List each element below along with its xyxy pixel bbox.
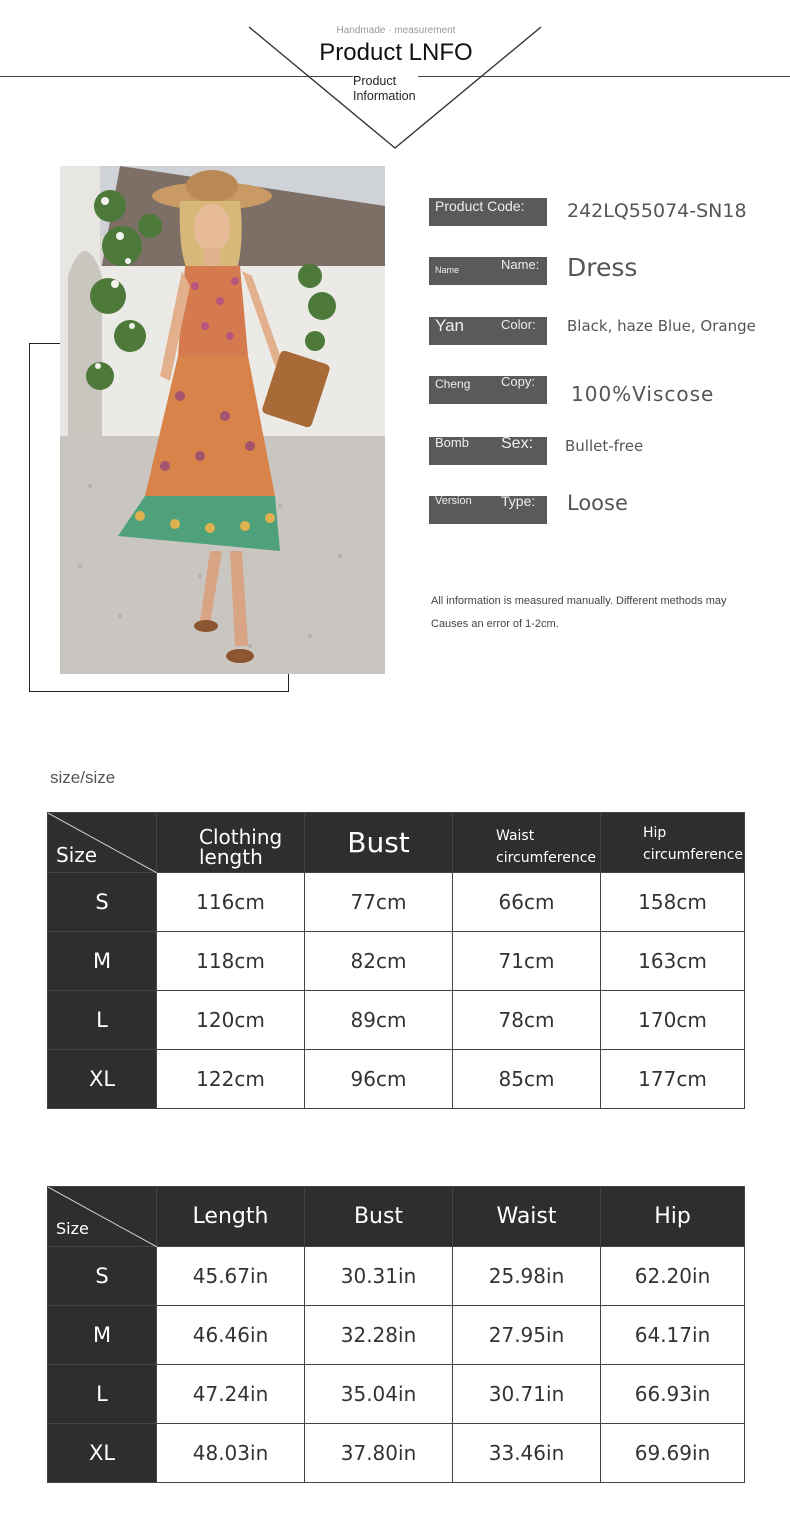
info-tag (429, 376, 547, 404)
row-size-label: M (48, 932, 157, 991)
table-cell: 177cm (601, 1050, 745, 1109)
column-header: Length (157, 1187, 305, 1247)
table-cell: 30.31in (305, 1247, 453, 1306)
table-corner-cell (48, 1187, 157, 1247)
info-row-copy (429, 376, 789, 408)
table-cell: 37.80in (305, 1424, 453, 1483)
size-table-cm (47, 812, 745, 1109)
table-row (48, 1424, 745, 1483)
table-cell: 163cm (601, 932, 745, 991)
table-cell: 170cm (601, 991, 745, 1050)
info-row-color (429, 317, 789, 349)
column-header: Waist circumference (453, 813, 601, 873)
info-tag-right: Sex: (501, 435, 534, 452)
info-tag-left: Cheng (435, 377, 471, 391)
table-cell: 35.04in (305, 1365, 453, 1424)
table-cell: 116cm (157, 873, 305, 932)
table-cell: 64.17in (601, 1306, 745, 1365)
row-size-label: S (48, 1247, 157, 1306)
info-value-copy: 100%Viscose (571, 382, 715, 406)
row-size-label: M (48, 1306, 157, 1365)
table-row (48, 1247, 745, 1306)
info-row-type (429, 491, 789, 528)
column-header: Bust (305, 1187, 453, 1247)
row-size-label: XL (48, 1424, 157, 1483)
table-cell: 85cm (453, 1050, 601, 1109)
info-row-name (429, 253, 789, 289)
info-value-type: Loose (567, 491, 628, 515)
header-subtitle-line1: Product (353, 74, 397, 88)
size-table-inches (47, 1186, 745, 1483)
info-tag-left: Name (435, 265, 460, 275)
info-tag (429, 317, 547, 345)
table-row (48, 1365, 745, 1424)
table-cell: 158cm (601, 873, 745, 932)
table-cell: 77cm (305, 873, 453, 932)
corner-diagonal-line (48, 1187, 157, 1247)
table-row (48, 991, 745, 1050)
info-row-code (429, 198, 789, 230)
info-tag (429, 437, 547, 465)
table-corner-cell (48, 813, 157, 873)
table-row (48, 1050, 745, 1109)
table-cell: 45.67in (157, 1247, 305, 1306)
measurement-note-line1: All information is measured manually. Different methods may (431, 595, 727, 607)
table-corner-label: Size (56, 843, 98, 867)
table-cell: 71cm (453, 932, 601, 991)
table-cell: 25.98in (453, 1247, 601, 1306)
table-corner-label: Size (56, 1219, 89, 1238)
table-cell: 66.93in (601, 1365, 745, 1424)
table-cell: 33.46in (453, 1424, 601, 1483)
table-cell: 30.71in (453, 1365, 601, 1424)
table-cell: 32.28in (305, 1306, 453, 1365)
table-cell: 89cm (305, 991, 453, 1050)
info-tag (429, 198, 547, 226)
table-row (48, 932, 745, 991)
row-size-label: S (48, 873, 157, 932)
info-tag-right: Name: (501, 257, 540, 272)
info-value-name: Dress (567, 253, 638, 282)
info-tag-right: Type: (501, 493, 536, 509)
size-section-label: size/size (50, 768, 116, 787)
info-value-code: 242LQ55074-SN18 (567, 200, 747, 222)
info-tag-right: Copy: (501, 374, 535, 389)
table-cell: 62.20in (601, 1247, 745, 1306)
table-cell: 120cm (157, 991, 305, 1050)
info-tag-left: Yan (435, 316, 464, 335)
row-size-label: XL (48, 1050, 157, 1109)
info-tag (429, 493, 547, 524)
info-tag-left: Bomb (435, 435, 469, 450)
table-cell: 69.69in (601, 1424, 745, 1483)
column-header: Bust (305, 813, 453, 873)
table-cell: 78cm (453, 991, 601, 1050)
column-header: Clothing length (157, 813, 305, 873)
info-tag-left: Version (435, 495, 472, 507)
info-value-sex: Bullet-free (565, 437, 644, 455)
measurement-note (431, 590, 786, 636)
info-tag-label: Product Code: (435, 198, 525, 214)
table-cell: 66cm (453, 873, 601, 932)
table-cell: 48.03in (157, 1424, 305, 1483)
info-value-color: Black, haze Blue, Orange (567, 317, 756, 335)
header-subtitle (353, 74, 418, 104)
table-cell: 47.24in (157, 1365, 305, 1424)
table-row (48, 873, 745, 932)
table-header-row (48, 813, 745, 873)
page-title: Product LNFO (319, 39, 473, 66)
table-cell: 27.95in (453, 1306, 601, 1365)
header-subtitle-line2: Information (353, 89, 416, 103)
product-photo (60, 166, 385, 674)
header-caption: Handmade · measurement (336, 25, 456, 36)
column-header: Hip (601, 1187, 745, 1247)
table-cell: 82cm (305, 932, 453, 991)
table-cell: 122cm (157, 1050, 305, 1109)
info-row-sex (429, 437, 789, 469)
row-size-label: L (48, 1365, 157, 1424)
column-header: Waist (453, 1187, 601, 1247)
info-tag (429, 257, 547, 285)
row-size-label: L (48, 991, 157, 1050)
info-tag-right: Color: (501, 317, 536, 332)
table-header-row (48, 1187, 745, 1247)
table-cell: 118cm (157, 932, 305, 991)
measurement-note-line2: Causes an error of 1-2cm. (431, 618, 559, 630)
column-header: Hip circumference (601, 813, 745, 873)
table-row (48, 1306, 745, 1365)
table-cell: 46.46in (157, 1306, 305, 1365)
table-cell: 96cm (305, 1050, 453, 1109)
